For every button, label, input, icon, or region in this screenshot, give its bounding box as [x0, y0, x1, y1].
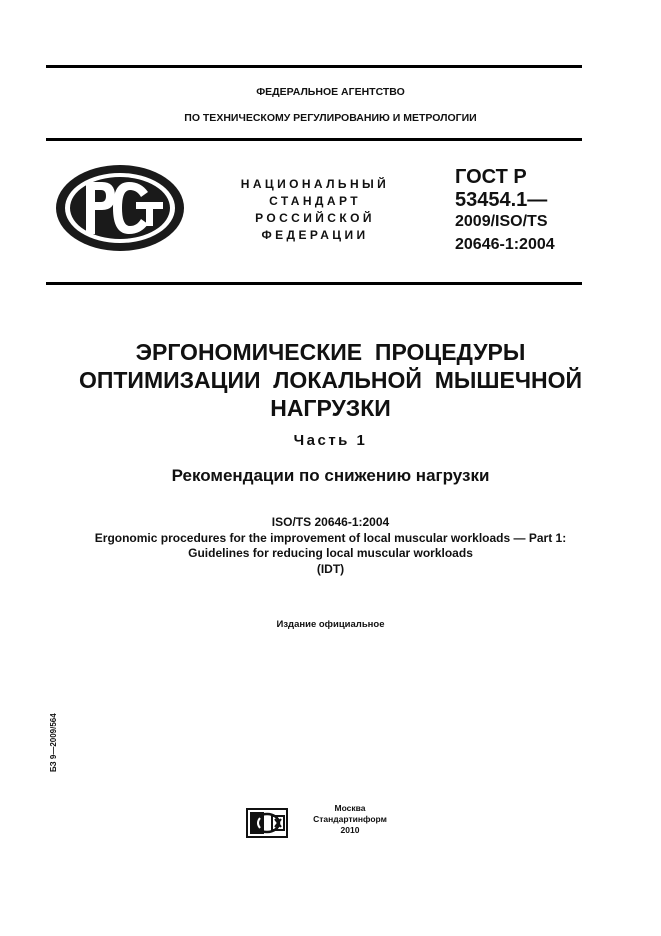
national-standard-label — [222, 176, 408, 244]
title-line-2: ОПТИМИЗАЦИИ ЛОКАЛЬНОЙ МЫШЕЧНОЙ — [78, 367, 583, 393]
national-standard-line-2: СТАНДАРТ — [269, 194, 361, 208]
publisher-year: 2010 — [340, 825, 360, 835]
document-subtitle: Рекомендации по снижению нагрузки — [171, 466, 490, 485]
edition-label: Издание официальное — [276, 619, 385, 630]
publisher-name: Стандартинформ — [313, 814, 387, 824]
document-title — [0, 338, 661, 422]
top-rule — [46, 65, 582, 68]
national-standard-line-4: ФЕДЕРАЦИИ — [261, 228, 369, 242]
designation-line-4: 20646-1:2004 — [455, 236, 555, 253]
iso-equivalence: (IDT) — [316, 561, 345, 576]
national-standard-line-1: НАЦИОНАЛЬНЫЙ — [240, 177, 390, 191]
part-label: Часть 1 — [293, 432, 368, 449]
side-code: БЗ 9—2009/564 — [49, 713, 58, 772]
rst-logo-icon — [53, 162, 187, 254]
iso-english-title-line-2: Guidelines for reducing local muscular workloads — [188, 546, 473, 560]
designation-line-2: 53454.1— — [455, 189, 548, 211]
upper-header-rule — [46, 138, 582, 141]
iso-reference — [0, 515, 661, 577]
designation-line-3: 2009/ISO/TS — [455, 213, 548, 230]
standartinform-logo-icon — [246, 808, 288, 838]
title-line-1: ЭРГОНОМИЧЕСКИЕ ПРОЦЕДУРЫ — [135, 339, 526, 365]
lower-header-rule — [46, 282, 582, 285]
agency-line-2: ПО ТЕХНИЧЕСКОМУ РЕГУЛИРОВАНИЮ И МЕТРОЛОГИИ — [184, 112, 477, 124]
agency-line-1: ФЕДЕРАЛЬНОЕ АГЕНТСТВО — [256, 86, 405, 98]
iso-code: ISO/TS 20646-1:2004 — [271, 515, 390, 529]
publisher-block — [300, 803, 400, 836]
designation-line-1: ГОСТ Р — [455, 166, 527, 188]
title-line-3: НАГРУЗКИ — [270, 395, 391, 421]
national-standard-line-3: РОССИЙСКОЙ — [255, 211, 375, 225]
iso-english-title-line-1: Ergonomic procedures for the improvement of local muscular workloads — Part 1: — [94, 530, 567, 545]
publisher-city: Москва — [334, 803, 366, 813]
